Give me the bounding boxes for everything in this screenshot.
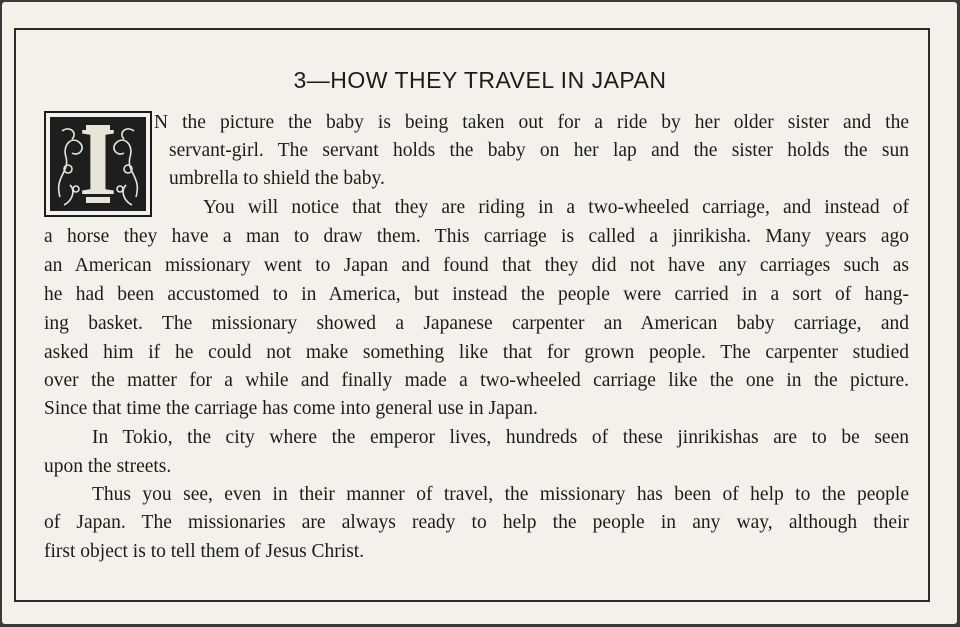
text-line: servant-girl. The servant holds the baby on her lap and the sister holds the sun [169, 140, 909, 161]
drop-cap [44, 111, 152, 217]
text-line: ing basket. The missionary showed a Japanese carpenter an American baby carriage, and [44, 313, 909, 334]
text-line: umbrella to shield the baby. [169, 168, 385, 189]
text-line: first object is to tell them of Jesus Christ. [44, 541, 365, 562]
drop-cap-ornament [50, 117, 146, 211]
text-line: a horse they have a man to draw them. This carriage is called a jinrikisha. Many years ago [44, 226, 909, 247]
text-line: asked him if he could not make something like that for grown people. The carpenter studied [44, 342, 909, 363]
drop-cap-letter: I [78, 117, 118, 211]
text-line: Thus you see, even in their manner of travel, the missionary has been of help to the people [92, 484, 909, 505]
text-line: N the picture the baby is being taken out for a ride by her older sister and the [154, 112, 909, 133]
page-title: 3—HOW THEY TRAVEL IN JAPAN [293, 67, 667, 93]
text-line: Since that time the carriage has come into general use in Japan. [44, 398, 538, 419]
text-line: of Japan. The missionaries are always ready to help the people in any way, although their [44, 512, 909, 533]
text-line: an American missionary went to Japan and found that they did not have any carriages such as [44, 255, 909, 276]
text-line: You will notice that they are riding in a two-wheeled carriage, and instead of [203, 197, 909, 218]
text-line: In Tokio, the city where the emperor lives, hundreds of these jinrikishas are to be seen [92, 427, 909, 448]
text-line: he had been accustomed to in America, but instead the people were carried in a sort of hang- [44, 284, 909, 305]
text-line: upon the streets. [44, 456, 172, 477]
text-line: over the matter for a while and finally made a two-wheeled carriage like the one in the picture. [44, 370, 909, 391]
